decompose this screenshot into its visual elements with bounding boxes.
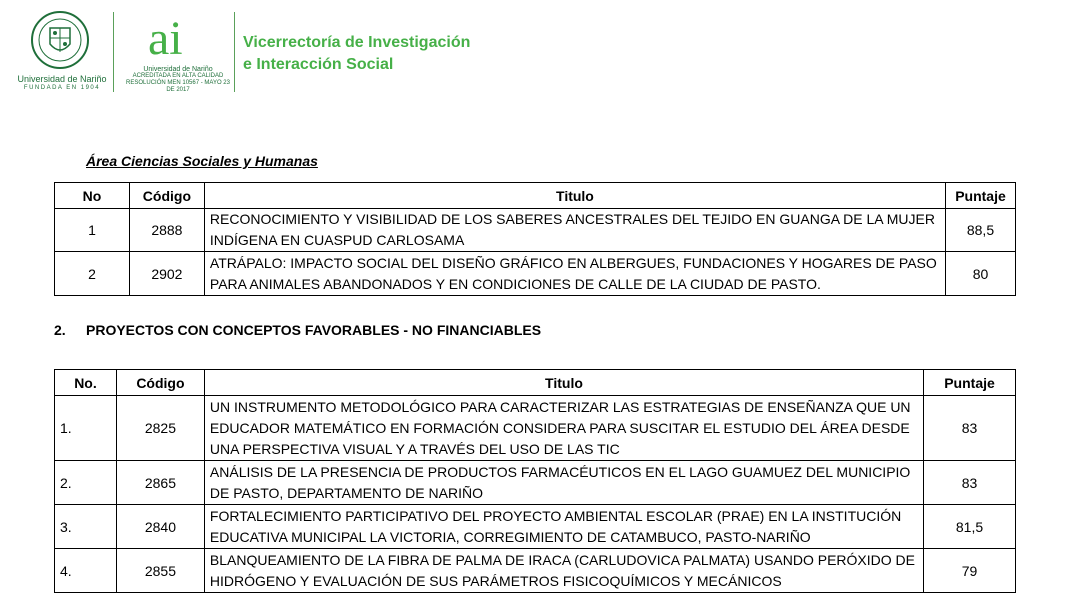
row-title: FORTALECIMIENTO PARTICIPATIVO DEL PROYECTO AMBIENTAL ESCOLAR (PRAE) EN LA INSTITUCIÓN EDUCATIVA MUNICIPAL LA VICTORIA, CORREGIMIENTO DE CATAMBUCO, PASTO-NARIÑO (204, 505, 923, 549)
divider (113, 12, 114, 92)
row-number: 1. (55, 396, 117, 461)
row-number: 4. (55, 549, 117, 593)
column-header: Puntaje (945, 183, 1015, 209)
table-row (55, 209, 1016, 252)
column-header: Titulo (204, 183, 945, 209)
row-number: 2 (55, 252, 130, 296)
ai-caption (124, 66, 232, 94)
column-header: Código (129, 183, 204, 209)
row-score: 80 (945, 252, 1015, 296)
column-header: Titulo (204, 370, 923, 396)
column-header: No. (55, 370, 117, 396)
table-row (55, 461, 1016, 505)
row-title: ATRÁPALO: IMPACTO SOCIAL DEL DISEÑO GRÁFICO EN ALBERGUES, FUNDACIONES Y HOGARES DE PASO PARA ANIMALES ABANDONADOS Y EN CONDICIONES DE CALLE DE LA CIUDAD DE PASTO. (204, 252, 945, 296)
svg-text:ai: ai (148, 12, 183, 65)
table-row (55, 549, 1016, 593)
row-code: 2902 (129, 252, 204, 296)
section-title: Área Ciencias Sociales y Humanas (86, 153, 318, 169)
university-seal-logo (30, 10, 90, 70)
table-row (55, 505, 1016, 549)
row-score: 83 (924, 461, 1016, 505)
section-number: 2. (54, 322, 66, 338)
row-title: UN INSTRUMENTO METODOLÓGICO PARA CARACTERIZAR LAS ESTRATEGIAS DE ENSEÑANZA QUE UN EDUCADOR MATEMÁTICO EN FORMACIÓN CONSIDERA PARA SUSCITAR EL ESTUDIO DEL ÁREA DESDE UNA PERSPECTIVA VISUAL Y A TRAVÉS DEL USO DE LAS TIC (204, 396, 923, 461)
page-header (0, 0, 1068, 110)
ai-accreditation: ACREDITADA EN ALTA CALIDAD (132, 73, 224, 79)
row-score: 83 (924, 396, 1016, 461)
row-score: 81,5 (924, 505, 1016, 549)
column-header: No (55, 183, 130, 209)
projects-table-2 (54, 369, 1016, 593)
founded-label: FUNDADA EN 1904 (23, 85, 101, 91)
column-header: Código (116, 370, 204, 396)
row-title: BLANQUEAMIENTO DE LA FIBRA DE PALMA DE IRACA (CARLUDOVICA PALMATA) USANDO PERÓXIDO DE HIDRÓGENO Y EVALUACIÓN DE SUS PARÁMETROS FISICOQUÍMICOS Y MECÁNICOS (204, 549, 923, 593)
vice-line-2: e Interacción Social (243, 56, 394, 73)
row-code: 2855 (116, 549, 204, 593)
vicerrectoria-title (243, 32, 470, 76)
row-code: 2888 (129, 209, 204, 252)
row-title: RECONOCIMIENTO Y VISIBILIDAD DE LOS SABERES ANCESTRALES DEL TEJIDO EN GUANGA DE LA MUJER INDÍGENA EN CUASPUD CARLOSAMA (204, 209, 945, 252)
table-row (55, 396, 1016, 461)
row-code: 2825 (116, 396, 204, 461)
table-row (55, 252, 1016, 296)
row-number: 3. (55, 505, 117, 549)
row-code: 2840 (116, 505, 204, 549)
university-name: Universidad de Nariño (17, 74, 107, 84)
row-code: 2865 (116, 461, 204, 505)
row-number: 2. (55, 461, 117, 505)
ai-resolution: RESOLUCIÓN MEN 10567 - MAYO 23 DE 2017 (126, 80, 230, 93)
projects-table-1 (54, 182, 1016, 296)
section-2-heading (54, 322, 541, 338)
column-header: Puntaje (924, 370, 1016, 396)
row-score: 79 (924, 549, 1016, 593)
row-number: 1 (55, 209, 130, 252)
row-title: ANÁLISIS DE LA PRESENCIA DE PRODUCTOS FARMACÉUTICOS EN EL LAGO GUAMUEZ DEL MUNICIPIO DE PASTO, DEPARTAMENTO DE NARIÑO (204, 461, 923, 505)
ai-logo (144, 10, 206, 66)
ai-university: Universidad de Nariño (143, 66, 213, 73)
divider (234, 12, 235, 92)
vice-line-1: Vicerrectoría de Investigación (243, 34, 471, 51)
row-score: 88,5 (945, 209, 1015, 252)
section-heading-text: PROYECTOS CON CONCEPTOS FAVORABLES - NO FINANCIABLES (86, 322, 542, 338)
